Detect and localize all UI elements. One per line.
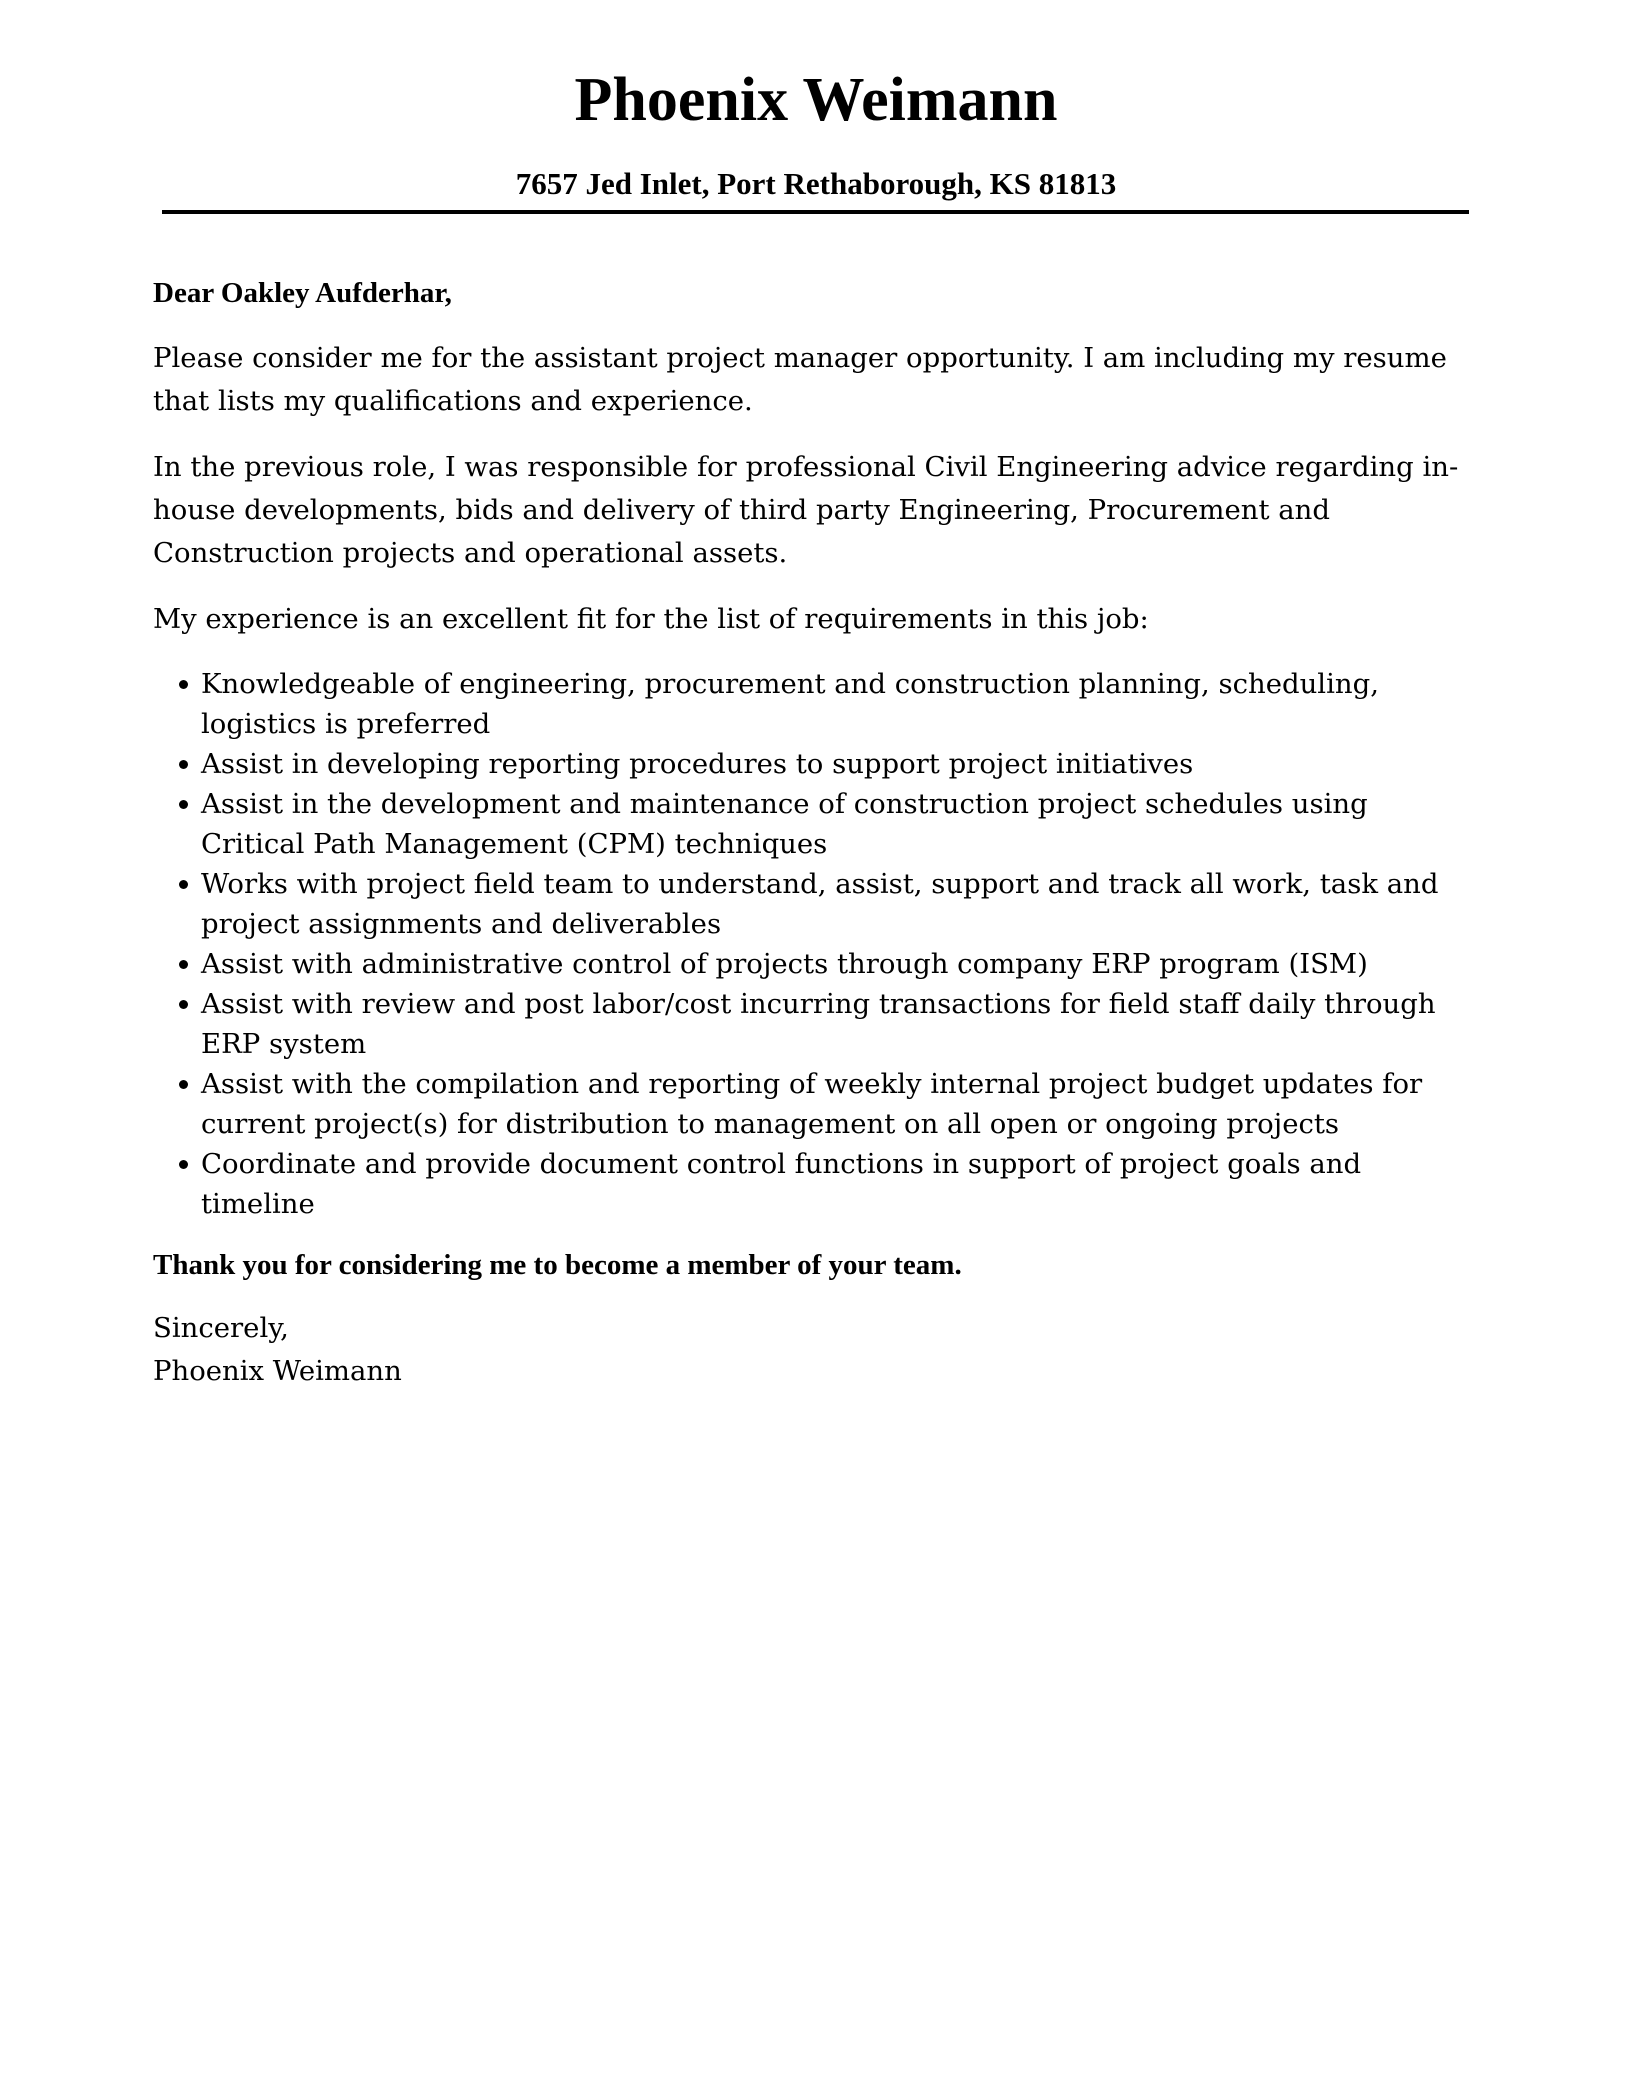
- salutation: Dear Oakley Aufderhar,: [153, 277, 452, 309]
- sender-name: Phoenix Weimann: [574, 66, 1058, 134]
- list-item: [153, 984, 1473, 1064]
- list-item-text: Assist in the development and maintenance of construction project schedules using Critical Path Management (CPM) techniques: [201, 788, 1368, 860]
- bullet-icon: [179, 1160, 188, 1169]
- closing-statement: Thank you for considering me to become a member of your team.: [153, 1249, 962, 1281]
- bullet-icon: [179, 880, 188, 889]
- bullet-icon: [179, 1000, 188, 1009]
- header-divider: [162, 210, 1469, 214]
- list-item-text: Assist with administrative control of projects through company ERP program (ISM): [201, 948, 1368, 980]
- list-item: [153, 1144, 1473, 1224]
- list-item: [153, 864, 1473, 944]
- list-item-text: Knowledgeable of engineering, procurement and construction planning, scheduling, logistics is preferred: [201, 668, 1379, 740]
- list-item: [153, 664, 1473, 744]
- sender-address: 7657 Jed Inlet, Port Rethaborough, KS 81813: [515, 166, 1117, 201]
- list-item: [153, 744, 1473, 784]
- letter-body: [153, 272, 1473, 1393]
- signoff: Sincerely,: [153, 1312, 289, 1344]
- bullet-icon: [179, 680, 188, 689]
- bullet-icon: [179, 800, 188, 809]
- list-item-text: Works with project field team to understand, assist, support and track all work, task and project assignments and deliverables: [201, 868, 1439, 940]
- list-item: [153, 1064, 1473, 1144]
- list-item-text: Assist in developing reporting procedures to support project initiatives: [201, 748, 1194, 780]
- list-item-text: Assist with the compilation and reporting of weekly internal project budget updates for current project(s) for distribution to management on all open or ongoing projects: [201, 1068, 1423, 1140]
- requirements-list: [153, 664, 1473, 1224]
- requirements-intro: My experience is an excellent fit for the list of requirements in this job:: [153, 603, 1149, 635]
- signature-name: Phoenix Weimann: [153, 1355, 402, 1387]
- list-item: [153, 944, 1473, 984]
- bullet-icon: [179, 1080, 188, 1089]
- intro-paragraph: Please consider me for the assistant project manager opportunity. I am including my resume that lists my qualifications and experience.: [153, 342, 1447, 417]
- bullet-icon: [179, 960, 188, 969]
- bullet-icon: [179, 760, 188, 769]
- list-item-text: Coordinate and provide document control functions in support of project goals and timeline: [201, 1148, 1362, 1220]
- experience-paragraph: In the previous role, I was responsible for professional Civil Engineering advice regarding in-house developments, bids and delivery of third party Engineering, Procurement and Construction projects and operational assets.: [153, 451, 1459, 569]
- list-item: [153, 784, 1473, 864]
- list-item-text: Assist with review and post labor/cost incurring transactions for field staff daily through ERP system: [201, 988, 1436, 1060]
